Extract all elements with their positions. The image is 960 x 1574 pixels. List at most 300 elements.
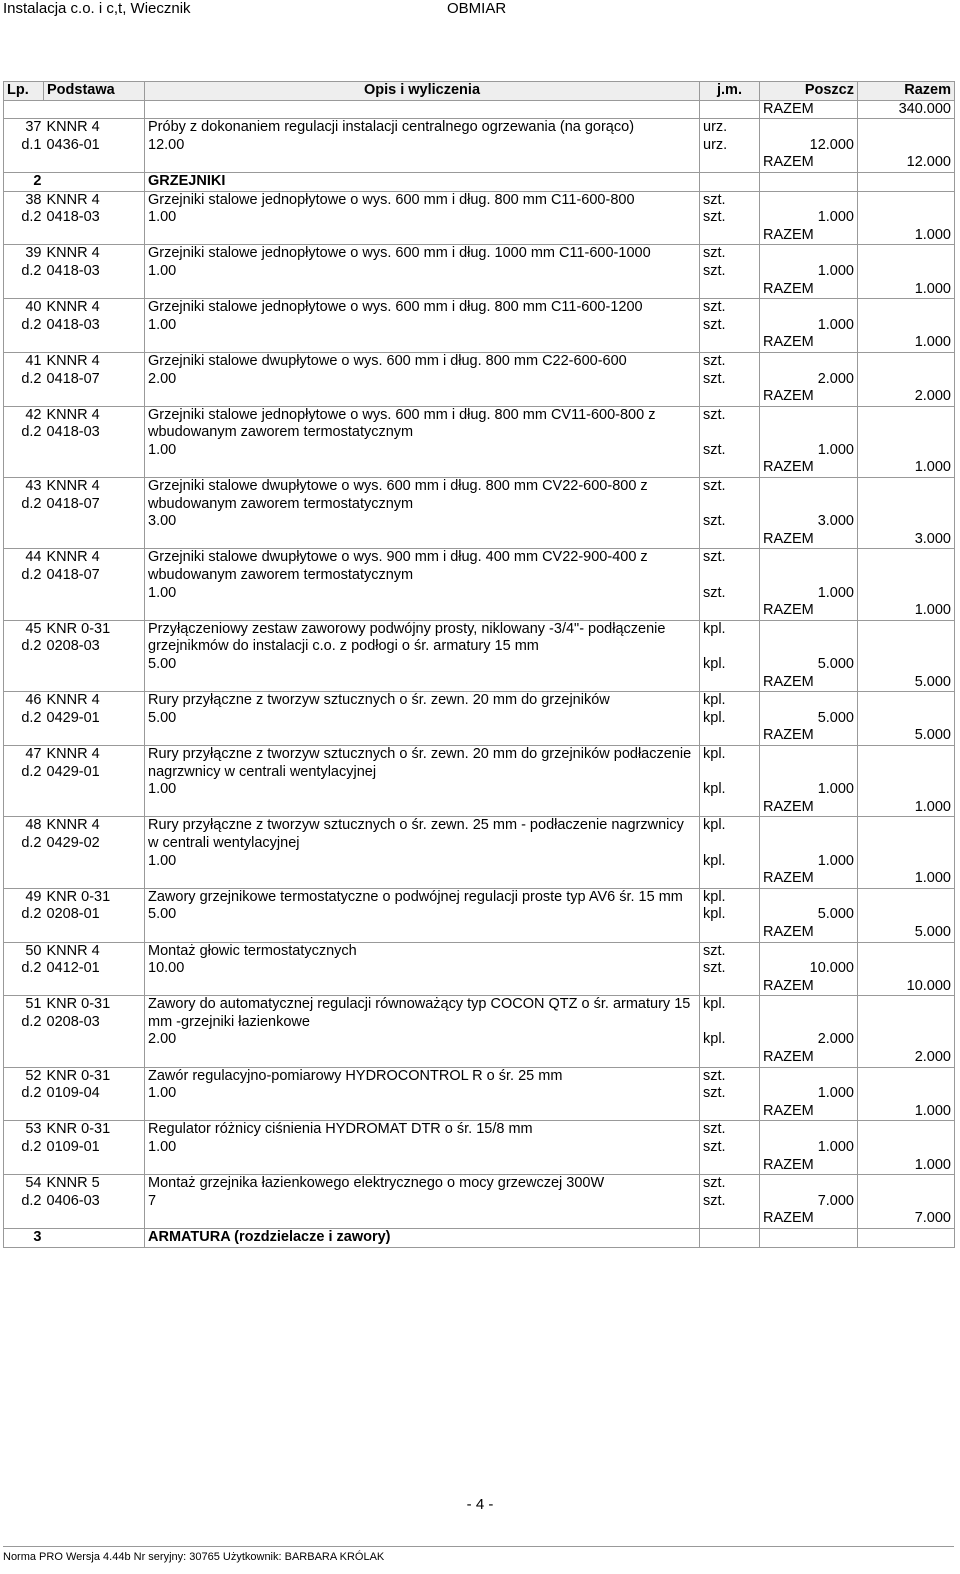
- item-number: 48: [25, 817, 42, 834]
- calc-value: 3.00: [148, 513, 177, 530]
- item-lp: [4, 245, 44, 281]
- calc-row: [4, 1031, 955, 1049]
- item-podstawa: [44, 620, 145, 673]
- unit: szt.: [703, 942, 726, 959]
- item-number: 38: [25, 191, 42, 208]
- item-description: [145, 245, 700, 263]
- table-row: [4, 245, 955, 263]
- item-lp: [4, 692, 44, 728]
- podstawa-code2: 0418-03: [46, 209, 100, 226]
- unit: szt.: [703, 478, 726, 495]
- item-description: [145, 549, 700, 585]
- item-d: d.2: [21, 495, 42, 512]
- item-podstawa: [44, 1175, 145, 1211]
- poszcz-value: 1.000: [760, 781, 858, 799]
- unit: szt.: [703, 406, 726, 423]
- poszcz-value: 5.000: [760, 710, 858, 728]
- poszcz-value: 10.000: [760, 960, 858, 978]
- razem-value: 2.000: [858, 1049, 955, 1067]
- razem-label: RAZEM: [760, 227, 858, 245]
- item-jm: [700, 996, 760, 1032]
- item-d: d.1: [21, 136, 42, 153]
- razem-value: 1.000: [858, 1157, 955, 1175]
- table-row: [4, 888, 955, 906]
- header-title: Instalacja c.o. i c,t, Wiecznik: [3, 0, 191, 17]
- item-description: [145, 888, 700, 906]
- item-lp: [4, 1175, 44, 1211]
- item-podstawa: [44, 245, 145, 281]
- calc-value: 1.00: [148, 441, 177, 458]
- calculation-line: [148, 317, 696, 335]
- razem-row: [4, 227, 955, 245]
- table-row: [4, 817, 955, 853]
- calculation-line: [148, 781, 696, 799]
- podstawa-code2: 0418-03: [46, 424, 100, 441]
- podstawa-code2: 0429-01: [46, 709, 100, 726]
- item-d: d.2: [21, 1085, 42, 1102]
- razem-row: [4, 924, 955, 942]
- razem-row: [4, 1049, 955, 1067]
- calculation-line: [148, 263, 696, 281]
- calc-unit: szt.: [700, 263, 760, 281]
- calc-unit: kpl.: [700, 656, 760, 674]
- table-row: [4, 620, 955, 656]
- razem-value: 10.000: [858, 978, 955, 996]
- section-number: 2: [4, 172, 44, 191]
- razem-label: RAZEM: [760, 1103, 858, 1121]
- podstawa-code: KNNR 4: [46, 745, 100, 762]
- item-d: d.2: [21, 1013, 42, 1030]
- calc-row: [4, 371, 955, 389]
- item-lp: [4, 478, 44, 531]
- calc-value: 5.00: [148, 906, 177, 923]
- item-lp: [4, 119, 44, 155]
- calc-unit: kpl.: [700, 710, 760, 728]
- calc-value: 1.00: [148, 1139, 177, 1156]
- item-lp: [4, 352, 44, 388]
- table-row: [4, 549, 955, 585]
- calc-row: [4, 1193, 955, 1211]
- calc-value: 2.00: [148, 1031, 177, 1048]
- item-lp: [4, 1121, 44, 1157]
- calc-unit: szt.: [700, 1085, 760, 1103]
- col-lp: Lp.: [4, 82, 44, 101]
- podstawa-code: KNNR 4: [46, 299, 100, 316]
- table-row: [4, 299, 955, 317]
- table-row: [4, 406, 955, 442]
- podstawa-code2: 0418-03: [46, 316, 100, 333]
- item-podstawa: [44, 119, 145, 155]
- item-podstawa: [44, 692, 145, 728]
- description-text: Grzejniki stalowe dwupłytowe o wys. 600 mm i dług. 800 mm C22-600-600: [148, 352, 627, 369]
- item-lp: [4, 299, 44, 335]
- item-lp: [4, 1067, 44, 1103]
- poszcz-value: 2.000: [760, 371, 858, 389]
- unit: szt.: [703, 352, 726, 369]
- razem-row: [4, 281, 955, 299]
- unit: szt.: [703, 299, 726, 316]
- razem-value: 1.000: [858, 459, 955, 477]
- calc-row: [4, 656, 955, 674]
- calc-unit: szt.: [700, 585, 760, 603]
- item-podstawa: [44, 1121, 145, 1157]
- item-description: [145, 817, 700, 853]
- poszcz-value: 7.000: [760, 1193, 858, 1211]
- item-podstawa: [44, 745, 145, 798]
- item-description: [145, 1067, 700, 1085]
- poszcz-value: 3.000: [760, 513, 858, 531]
- podstawa-code2: 0429-01: [46, 763, 100, 780]
- calculation-line: [148, 209, 696, 227]
- header-doc-type: OBMIAR: [447, 0, 507, 17]
- podstawa-code2: 0429-02: [46, 834, 100, 851]
- table-row: [4, 191, 955, 209]
- calculation-line: [148, 371, 696, 389]
- calc-value: 12.00: [148, 136, 185, 153]
- calc-value: 1.00: [148, 262, 177, 279]
- unit: kpl.: [703, 888, 726, 905]
- item-podstawa: [44, 942, 145, 978]
- col-jm: j.m.: [700, 82, 760, 101]
- calc-unit: kpl.: [700, 853, 760, 871]
- unit: szt.: [703, 1175, 726, 1192]
- item-number: 51: [25, 996, 42, 1013]
- calc-row: [4, 960, 955, 978]
- item-description: [145, 745, 700, 781]
- podstawa-code: KNNR 4: [46, 119, 100, 136]
- calculation-line: [148, 1139, 696, 1157]
- calc-row: [4, 263, 955, 281]
- razem-value: 3.000: [858, 531, 955, 549]
- unit: kpl.: [703, 620, 726, 637]
- calculation-line: [148, 960, 696, 978]
- item-lp: [4, 996, 44, 1049]
- section-number: 3: [4, 1229, 44, 1248]
- podstawa-code2: 0109-01: [46, 1139, 100, 1156]
- razem-value: 1.000: [858, 281, 955, 299]
- razem-value: 5.000: [858, 924, 955, 942]
- podstawa-code: KNR 0-31: [46, 620, 111, 637]
- razem-value: 5.000: [858, 674, 955, 692]
- podstawa-code2: 0418-07: [46, 370, 100, 387]
- description-text: Grzejniki stalowe jednopłytowe o wys. 600 mm i dług. 800 mm C11-600-800: [148, 191, 635, 208]
- razem-label: RAZEM: [760, 602, 858, 620]
- item-podstawa: [44, 549, 145, 602]
- poszcz-value: 5.000: [760, 656, 858, 674]
- razem-label: RAZEM: [760, 799, 858, 817]
- razem-row: [4, 870, 955, 888]
- podstawa-code: KNNR 4: [46, 692, 100, 709]
- item-description: [145, 191, 700, 209]
- item-number: 45: [25, 620, 42, 637]
- item-d: d.2: [21, 209, 42, 226]
- razem-row: [4, 1103, 955, 1121]
- podstawa-code: KNR 0-31: [46, 888, 111, 905]
- unit: szt.: [703, 1067, 726, 1084]
- item-number: 50: [25, 942, 42, 959]
- page-header: [0, 0, 960, 20]
- poszcz-value: 12.000: [760, 137, 858, 155]
- description-text: Regulator różnicy ciśnienia HYDROMAT DTR o śr. 15/8 mm: [148, 1121, 533, 1138]
- table-row: [4, 996, 955, 1032]
- calc-unit: kpl.: [700, 1031, 760, 1049]
- footer-text: Norma PRO Wersja 4.44b Nr seryjny: 30765 Użytkownik: BARBARA KRÓLAK: [3, 1551, 385, 1563]
- poszcz-value: 1.000: [760, 1085, 858, 1103]
- item-jm: [700, 620, 760, 656]
- razem-label: RAZEM: [760, 388, 858, 406]
- item-jm: [700, 549, 760, 585]
- calc-row: [4, 513, 955, 531]
- podstawa-code: KNNR 4: [46, 817, 100, 834]
- item-jm: [700, 942, 760, 960]
- calculation-line: [148, 710, 696, 728]
- item-lp: [4, 745, 44, 798]
- item-lp: [4, 406, 44, 459]
- razem-label: RAZEM: [760, 727, 858, 745]
- description-text: Przyłączeniowy zestaw zaworowy podwójny prosty, niklowany -3/4"- podłączenie grzejnikmów do instalacji c.o. z podłogi o śr. armatury 15 mm: [148, 620, 666, 655]
- podstawa-code2: 0406-03: [46, 1192, 100, 1209]
- item-number: 49: [25, 888, 42, 905]
- item-jm: [700, 1175, 760, 1193]
- item-number: 46: [25, 692, 42, 709]
- description-text: Grzejniki stalowe dwupłytowe o wys. 900 mm i dług. 400 mm CV22-900-400 z wbudowanym zaworem termostatycznym: [148, 549, 648, 584]
- razem-label: RAZEM: [760, 459, 858, 477]
- unit: szt.: [703, 191, 726, 208]
- poszcz-value: 1.000: [760, 317, 858, 335]
- razem-label: RAZEM: [760, 1210, 858, 1228]
- calc-value: 7: [148, 1192, 157, 1209]
- podstawa-code: KNR 0-31: [46, 1121, 111, 1138]
- section-row: [4, 172, 955, 191]
- podstawa-code: KNNR 4: [46, 406, 100, 423]
- table-row: [4, 1067, 955, 1085]
- razem-label: RAZEM: [760, 1157, 858, 1175]
- razem-value: 2.000: [858, 388, 955, 406]
- podstawa-code: KNNR 4: [46, 352, 100, 369]
- calc-unit: szt.: [700, 371, 760, 389]
- calc-value: 1.00: [148, 852, 177, 869]
- item-number: 39: [25, 245, 42, 262]
- poszcz-value: 5.000: [760, 906, 858, 924]
- item-number: 43: [25, 478, 42, 495]
- razem-label: RAZEM: [760, 978, 858, 996]
- item-lp: [4, 817, 44, 870]
- col-razem: Razem: [858, 82, 955, 101]
- item-jm: [700, 119, 760, 137]
- item-jm: [700, 191, 760, 209]
- razem-row: [4, 674, 955, 692]
- section-title: ARMATURA (rozdzielacze i zawory): [145, 1229, 700, 1248]
- description-text: Montaż grzejnika łazienkowego elektrycznego o mocy grzewczej 300W: [148, 1175, 605, 1192]
- description-text: Rury przyłączne z tworzyw sztucznych o śr. zewn. 20 mm do grzejników podłaczenie nagrzwnicy w centrali wentylacyjnej: [148, 745, 692, 780]
- razem-row: [4, 154, 955, 172]
- item-description: [145, 1175, 700, 1193]
- calc-unit: szt.: [700, 1139, 760, 1157]
- calculation-line: [148, 1085, 696, 1103]
- item-number: 54: [25, 1175, 42, 1192]
- table-row: [4, 745, 955, 781]
- poszcz-value: 1.000: [760, 853, 858, 871]
- razem-label: RAZEM: [760, 674, 858, 692]
- calc-value: 5.00: [148, 656, 177, 672]
- item-jm: [700, 745, 760, 781]
- razem-value: 5.000: [858, 727, 955, 745]
- item-description: [145, 620, 700, 656]
- description-text: Rury przyłączne z tworzyw sztucznych o śr. zewn. 20 mm do grzejników: [148, 692, 610, 709]
- calc-value: 1.00: [148, 1085, 177, 1102]
- item-number: 44: [25, 549, 42, 566]
- podstawa-code2: 0418-07: [46, 567, 100, 584]
- item-d: d.2: [21, 763, 42, 780]
- calc-row: [4, 209, 955, 227]
- item-podstawa: [44, 191, 145, 227]
- item-description: [145, 478, 700, 514]
- item-jm: [700, 245, 760, 263]
- calc-row: [4, 906, 955, 924]
- unit: szt.: [703, 1121, 726, 1138]
- calc-unit: szt.: [700, 317, 760, 335]
- razem-label: RAZEM: [760, 531, 858, 549]
- razem-row: [4, 799, 955, 817]
- table-row: [4, 1175, 955, 1193]
- item-podstawa: [44, 352, 145, 388]
- calc-value: 10.00: [148, 960, 185, 977]
- razem-label: RAZEM: [760, 924, 858, 942]
- razem-row: [4, 531, 955, 549]
- item-d: d.2: [21, 960, 42, 977]
- item-podstawa: [44, 478, 145, 531]
- col-opis: Opis i wyliczenia: [145, 82, 700, 101]
- item-podstawa: [44, 888, 145, 924]
- col-podstawa: Podstawa: [44, 82, 145, 101]
- calculation-line: [148, 656, 696, 674]
- calc-row: [4, 1139, 955, 1157]
- item-jm: [700, 299, 760, 317]
- razem-label: RAZEM: [760, 1049, 858, 1067]
- table-row: [4, 478, 955, 514]
- item-number: 40: [25, 299, 42, 316]
- item-jm: [700, 406, 760, 442]
- calc-value: 1.00: [148, 584, 177, 601]
- item-lp: [4, 549, 44, 602]
- poszcz-value: 1.000: [760, 1139, 858, 1157]
- podstawa-code2: 0109-04: [46, 1085, 100, 1102]
- description-text: Rury przyłączne z tworzyw sztucznych o śr. zewn. 25 mm - podłaczenie nagrzwnicy w centrali wentylacyjnej: [148, 817, 684, 851]
- item-d: d.2: [21, 906, 42, 923]
- podstawa-code2: 0412-01: [46, 960, 100, 977]
- item-jm: [700, 478, 760, 514]
- podstawa-code: KNNR 4: [46, 191, 100, 208]
- razem-label: RAZEM: [760, 154, 858, 172]
- unit: kpl.: [703, 692, 726, 709]
- podstawa-code2: 0208-01: [46, 906, 100, 923]
- calc-unit: szt.: [700, 1193, 760, 1211]
- item-description: [145, 406, 700, 442]
- footer-divider: [3, 1546, 954, 1547]
- calc-row: [4, 1085, 955, 1103]
- description-text: Zawory grzejnikowe termostatyczne o podwójnej regulacji proste typ AV6 śr. 15 mm: [148, 888, 683, 905]
- calc-unit: szt.: [700, 209, 760, 227]
- razem-value: 1.000: [858, 799, 955, 817]
- calculation-line: [148, 513, 696, 531]
- item-jm: [700, 1067, 760, 1085]
- unit: kpl.: [703, 745, 726, 762]
- item-description: [145, 1121, 700, 1139]
- item-podstawa: [44, 299, 145, 335]
- calc-unit: urz.: [700, 137, 760, 155]
- razem-label: RAZEM: [760, 100, 858, 119]
- razem-row: [4, 388, 955, 406]
- calculation-line: [148, 1193, 696, 1211]
- item-d: d.2: [21, 262, 42, 279]
- item-lp: [4, 620, 44, 673]
- razem-row: [4, 1157, 955, 1175]
- page-number: - 4 -: [466, 1496, 494, 1513]
- calc-unit: szt.: [700, 442, 760, 460]
- unit: kpl.: [703, 996, 726, 1013]
- razem-value: 12.000: [858, 154, 955, 172]
- razem-value: 1.000: [858, 602, 955, 620]
- calc-value: 5.00: [148, 709, 177, 726]
- top-razem-row: [4, 100, 955, 119]
- calc-row: [4, 710, 955, 728]
- table-row: [4, 119, 955, 137]
- razem-row: [4, 727, 955, 745]
- calculation-line: [148, 906, 696, 924]
- razem-row: [4, 602, 955, 620]
- description-text: Próby z dokonaniem regulacji instalacji centralnego ogrzewania (na gorąco): [148, 119, 635, 136]
- calculation-line: [148, 137, 696, 155]
- item-jm: [700, 352, 760, 370]
- razem-row: [4, 459, 955, 477]
- razem-value: 7.000: [858, 1210, 955, 1228]
- podstawa-code: KNNR 4: [46, 478, 100, 495]
- razem-row: [4, 334, 955, 352]
- calc-unit: kpl.: [700, 906, 760, 924]
- item-d: d.2: [21, 1192, 42, 1209]
- calc-value: 2.00: [148, 370, 177, 387]
- poszcz-value: 1.000: [760, 263, 858, 281]
- item-podstawa: [44, 406, 145, 459]
- item-podstawa: [44, 1067, 145, 1103]
- item-lp: [4, 191, 44, 227]
- calculation-line: [148, 442, 696, 460]
- item-jm: [700, 888, 760, 906]
- calc-value: 1.00: [148, 316, 177, 333]
- item-d: d.2: [21, 1139, 42, 1156]
- podstawa-code: KNNR 4: [46, 549, 100, 566]
- poszcz-value: 2.000: [760, 1031, 858, 1049]
- razem-label: RAZEM: [760, 334, 858, 352]
- table-row: [4, 692, 955, 710]
- calc-row: [4, 585, 955, 603]
- item-jm: [700, 692, 760, 710]
- podstawa-code2: 0208-03: [46, 638, 100, 655]
- description-text: Grzejniki stalowe jednopłytowe o wys. 600 mm i dług. 800 mm CV11-600-800 z wbudowanym zaworem termostatycznym: [148, 406, 656, 441]
- item-number: 52: [25, 1067, 42, 1084]
- item-lp: [4, 942, 44, 978]
- razem-label: RAZEM: [760, 281, 858, 299]
- calc-unit: kpl.: [700, 781, 760, 799]
- poszcz-value: 1.000: [760, 442, 858, 460]
- table-row: [4, 1121, 955, 1139]
- razem-row: [4, 978, 955, 996]
- item-podstawa: [44, 817, 145, 870]
- calc-value: 1.00: [148, 209, 177, 226]
- item-number: 37: [25, 119, 42, 136]
- measurement-table: [3, 81, 955, 1248]
- item-d: d.2: [21, 424, 42, 441]
